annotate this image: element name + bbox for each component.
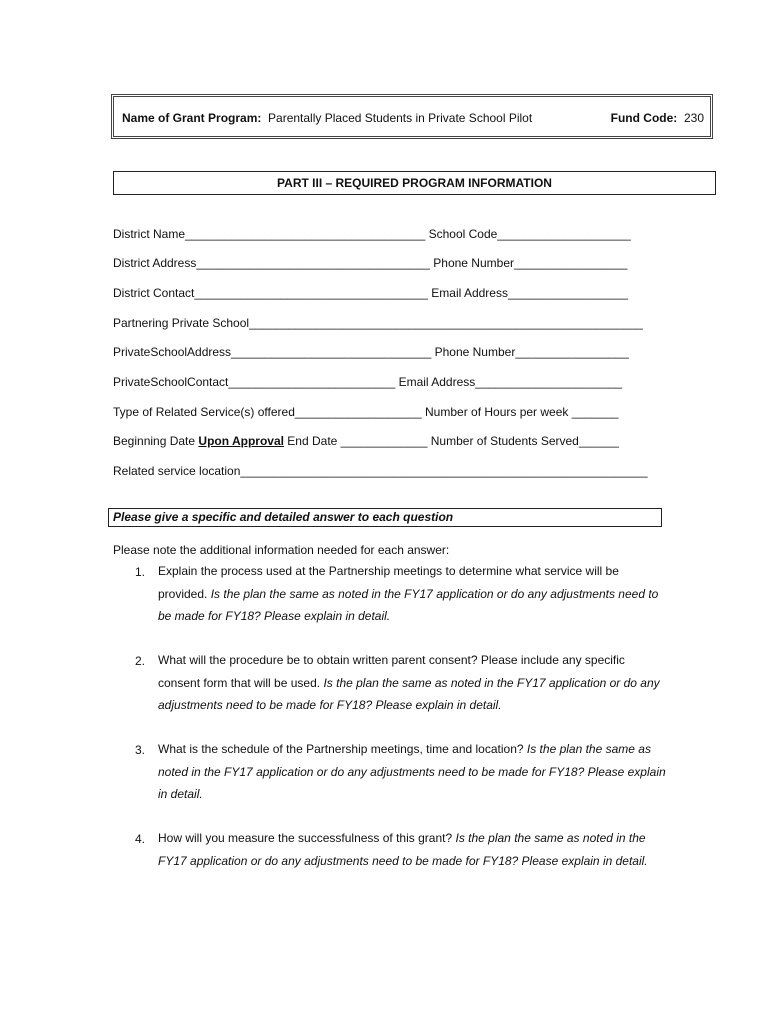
question-2-italic: Is the plan the same as noted in the FY17 application or do any adjustments need to be made for FY18? Please explain in detail. [158, 675, 660, 712]
field-service-location[interactable]: Related service location_____________________________________________________________ [113, 464, 648, 478]
question-3-italic: Is the plan the same as noted in the FY17 application or do any adjustments need to be made for FY18? Please explain in detail. [158, 742, 666, 801]
section-title: PART III – REQUIRED PROGRAM INFORMATION [113, 171, 716, 195]
question-1-text: Explain the process used at the Partnership meetings to determine what service will be provided. [158, 564, 619, 601]
field-district-name[interactable]: District Name____________________________________ School Code____________________ [113, 227, 631, 241]
instruction-box: Please give a specific and detailed answer to each question [108, 508, 662, 527]
question-4-number: 4. [135, 832, 146, 846]
question-4 [158, 827, 668, 872]
field-district-contact[interactable]: District Contact___________________________________ Email Address__________________ [113, 286, 629, 300]
upon-approval: Upon Approval [198, 434, 284, 448]
fund-code-value: 230 [683, 111, 704, 125]
question-4-text: How will you measure the successfulness of this grant? [158, 831, 453, 845]
field-dates[interactable] [113, 434, 619, 448]
question-2-text: What will the procedure be to obtain written parent consent? Please include any specific consent form that will be used. [158, 653, 625, 690]
grant-program [122, 111, 532, 125]
field-district-address[interactable]: District Address___________________________________ Phone Number_________________ [113, 256, 628, 270]
grant-header-box [111, 94, 713, 139]
fund-code [611, 111, 704, 125]
question-3-text: What is the schedule of the Partnership meetings, time and location? [158, 742, 524, 756]
field-related-services[interactable]: Type of Related Service(s) offered___________________ Number of Hours per week _______ [113, 405, 619, 419]
question-2-number: 2. [135, 654, 146, 668]
field-private-school-address[interactable]: PrivateSchoolAddress______________________________ Phone Number_________________ [113, 345, 629, 359]
fund-code-label: Fund Code: [610, 111, 678, 125]
question-1-number: 1. [135, 565, 146, 579]
question-2 [158, 649, 668, 717]
grant-program-label: Name of Grant Program: [122, 111, 262, 125]
beginning-date-label: Beginning Date [113, 434, 199, 448]
question-3-number: 3. [135, 743, 146, 757]
field-private-school-contact[interactable]: PrivateSchoolContact_________________________ Email Address______________________ [113, 375, 623, 389]
end-date-students: End Date _____________ Number of Students Served______ [283, 434, 619, 448]
question-4-italic: Is the plan the same as noted in the FY17 application or do any adjustments need to be made for FY18? Please explain in detail. [158, 831, 648, 868]
question-3 [158, 738, 668, 806]
question-1 [158, 560, 668, 628]
field-partnering-school[interactable]: Partnering Private School___________________________________________________________ [113, 316, 643, 330]
grant-program-value: Parentally Placed Students in Private School Pilot [268, 111, 533, 125]
question-1-italic: Is the plan the same as noted in the FY17 application or do any adjustments need to be made for FY18? Please explain in detail. [158, 586, 659, 623]
note-text: Please note the additional information needed for each answer: [113, 543, 450, 557]
